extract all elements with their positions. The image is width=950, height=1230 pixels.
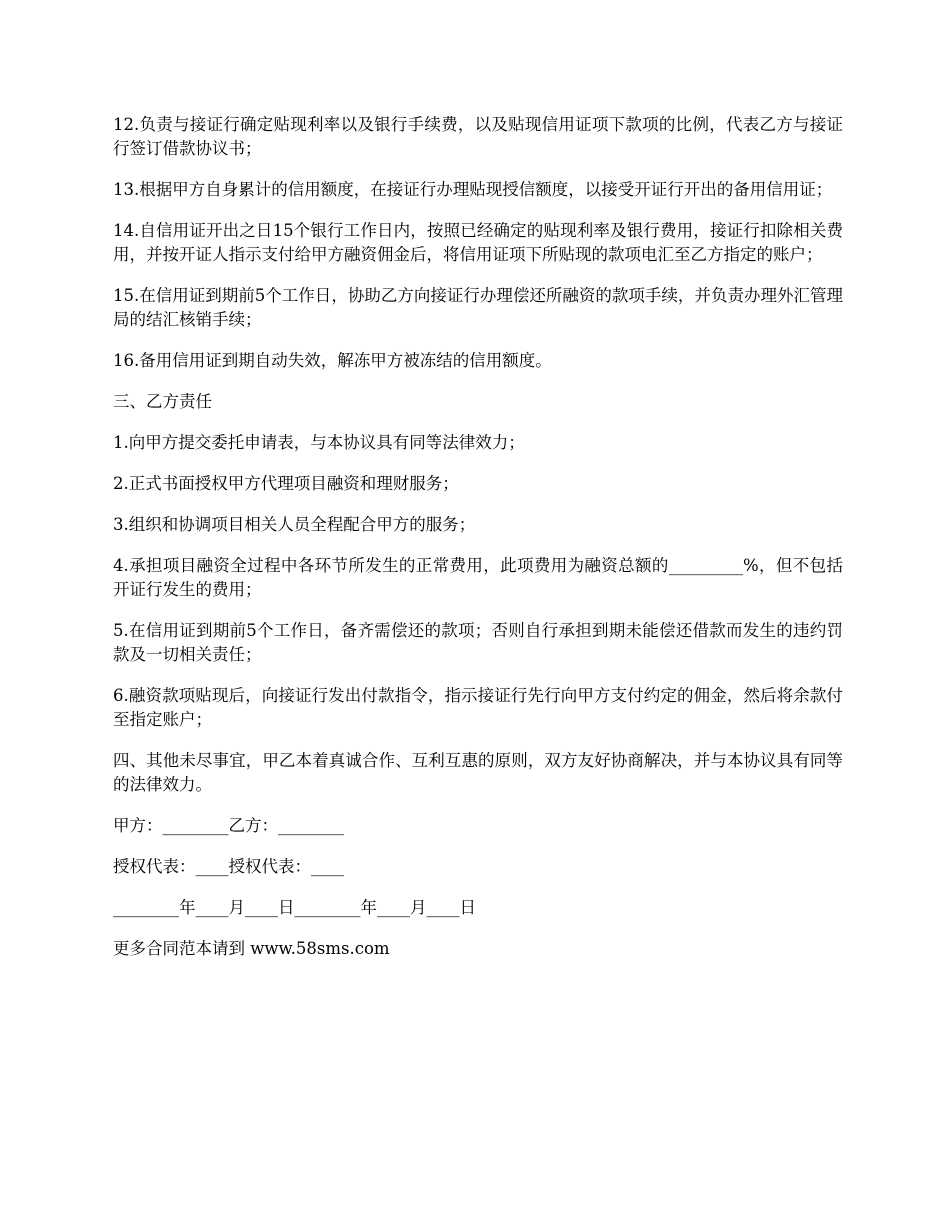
section-heading-party-b: 三、乙方责任 (113, 392, 212, 411)
signature-parties: 甲方：________乙方：________ (113, 816, 344, 835)
clause-12: 12.负责与接证行确定贴现利率以及银行手续费，以及贴现信用证项下款项的比例，代表乙方与接证行签订借款协议书； (113, 115, 843, 158)
party-b-clause-2: 2.正式书面授权甲方代理项目融资和理财服务； (113, 474, 459, 493)
section-other-matters: 四、其他未尽事宜，甲乙本着真诚合作、互利互惠的原则，双方友好协商解决，并与本协议具有同等的法律效力。 (113, 751, 843, 794)
document-body (113, 113, 843, 978)
party-b-clause-1: 1.向甲方提交委托申请表，与本协议具有同等法律效力； (113, 433, 525, 452)
signature-dates: ________年____月____日________年____月____日 (113, 898, 476, 917)
signature-representatives: 授权代表：____授权代表：____ (113, 857, 344, 876)
clause-16: 16.备用信用证到期自动失效，解冻甲方被冻结的信用额度。 (113, 351, 552, 370)
party-b-clause-3: 3.组织和协调项目相关人员全程配合甲方的服务； (113, 515, 476, 534)
party-b-clause-6: 6.融资款项贴现后，向接证行发出付款指令，指示接证行先行向甲方支付约定的佣金，然后将余款付至指定账户； (113, 686, 843, 729)
clause-14: 14.自信用证开出之日15个银行工作日内，按照已经确定的贴现利率及银行费用，接证行扣除相关费用，并按开证人指示支付给甲方融资佣金后，将信用证项下所贴现的款项电汇至乙方指定的账户； (113, 221, 843, 264)
clause-15: 15.在信用证到期前5个工作日，协助乙方向接证行办理偿还所融资的款项手续，并负责办理外汇管理局的结汇核销手续； (113, 286, 843, 329)
party-b-clause-5: 5.在信用证到期前5个工作日，备齐需偿还的款项；否则自行承担到期未能偿还借款而发生的违约罚款及一切相关责任； (113, 621, 843, 664)
party-b-clause-4: 4.承担项目融资全过程中各环节所发生的正常费用，此项费用为融资总额的_________%，但不包括开证行发生的费用； (113, 556, 843, 599)
footer-more-templates: 更多合同范本请到 www.58sms.com (113, 939, 390, 958)
clause-13: 13.根据甲方自身累计的信用额度，在接证行办理贴现授信额度，以接受开证行开出的备用信用证； (113, 180, 833, 199)
